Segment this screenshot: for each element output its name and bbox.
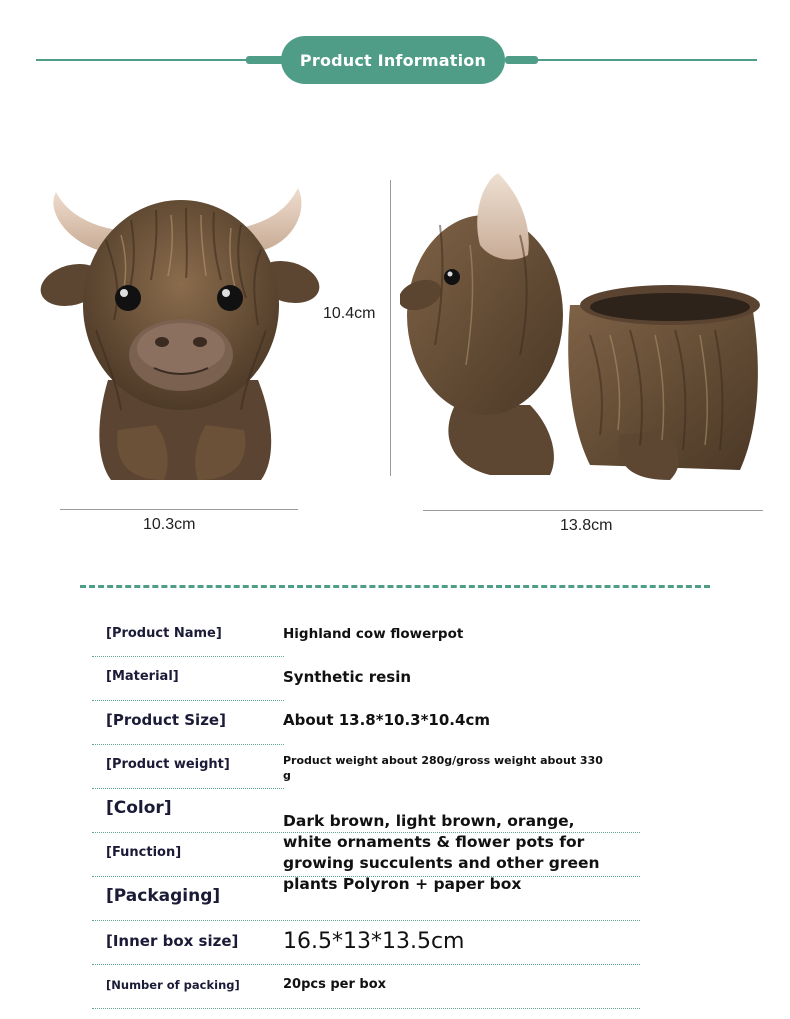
spec-value-product-name: Highland cow flowerpot <box>283 626 464 642</box>
row-separator <box>92 832 640 833</box>
row-separator <box>92 656 284 657</box>
row-separator <box>92 700 284 701</box>
spec-value-product-weight: Product weight about 280g/gross weight about 330 g <box>283 754 603 782</box>
row-separator <box>92 920 640 921</box>
spec-value-color: Dark brown, light brown, orange, white ornaments & flower pots for growing succulents and other green plants Polyron + paper box <box>283 812 600 893</box>
row-separator <box>92 964 640 965</box>
spec-label-color: [Color] <box>106 798 172 818</box>
spec-value-inner-box-size: 16.5*13*13.5cm <box>283 929 465 954</box>
header-rule-right <box>505 59 757 61</box>
spec-label-function: [Function] <box>106 845 182 860</box>
spec-label-product-weight: [Product weight] <box>106 757 230 772</box>
side-length-label: 13.8cm <box>560 517 613 534</box>
spec-value-number-of-packing: 20pcs per box <box>283 977 387 992</box>
header-rule-cap-left <box>246 56 286 64</box>
cow-side-view-image <box>400 165 770 490</box>
front-width-label: 10.3cm <box>143 516 196 533</box>
spec-label-number-of-packing: [Number of packing] <box>106 978 240 992</box>
row-separator <box>92 876 640 877</box>
row-separator <box>92 788 284 789</box>
spec-label-product-name: [Product Name] <box>106 626 222 641</box>
spec-value-product-size: About 13.8*10.3*10.4cm <box>283 711 490 729</box>
spec-label-material: [Material] <box>106 669 179 684</box>
spec-value-material: Synthetic resin <box>283 668 412 686</box>
spec-label-product-size: [Product Size] <box>106 711 226 729</box>
height-label: 10.4cm <box>323 305 376 322</box>
spec-label-packaging: [Packaging] <box>106 886 221 906</box>
section-divider <box>80 585 710 588</box>
height-dimension-line <box>390 180 391 476</box>
side-length-dimension-line <box>423 510 763 511</box>
section-title-pill: Product Information <box>281 36 505 84</box>
row-separator <box>92 1008 640 1009</box>
front-width-dimension-line <box>60 509 298 510</box>
cow-front-view-image <box>36 180 326 490</box>
spec-label-inner-box-size: [Inner box size] <box>106 932 239 950</box>
header-rule-cap-right <box>505 56 538 64</box>
row-separator <box>92 744 284 745</box>
